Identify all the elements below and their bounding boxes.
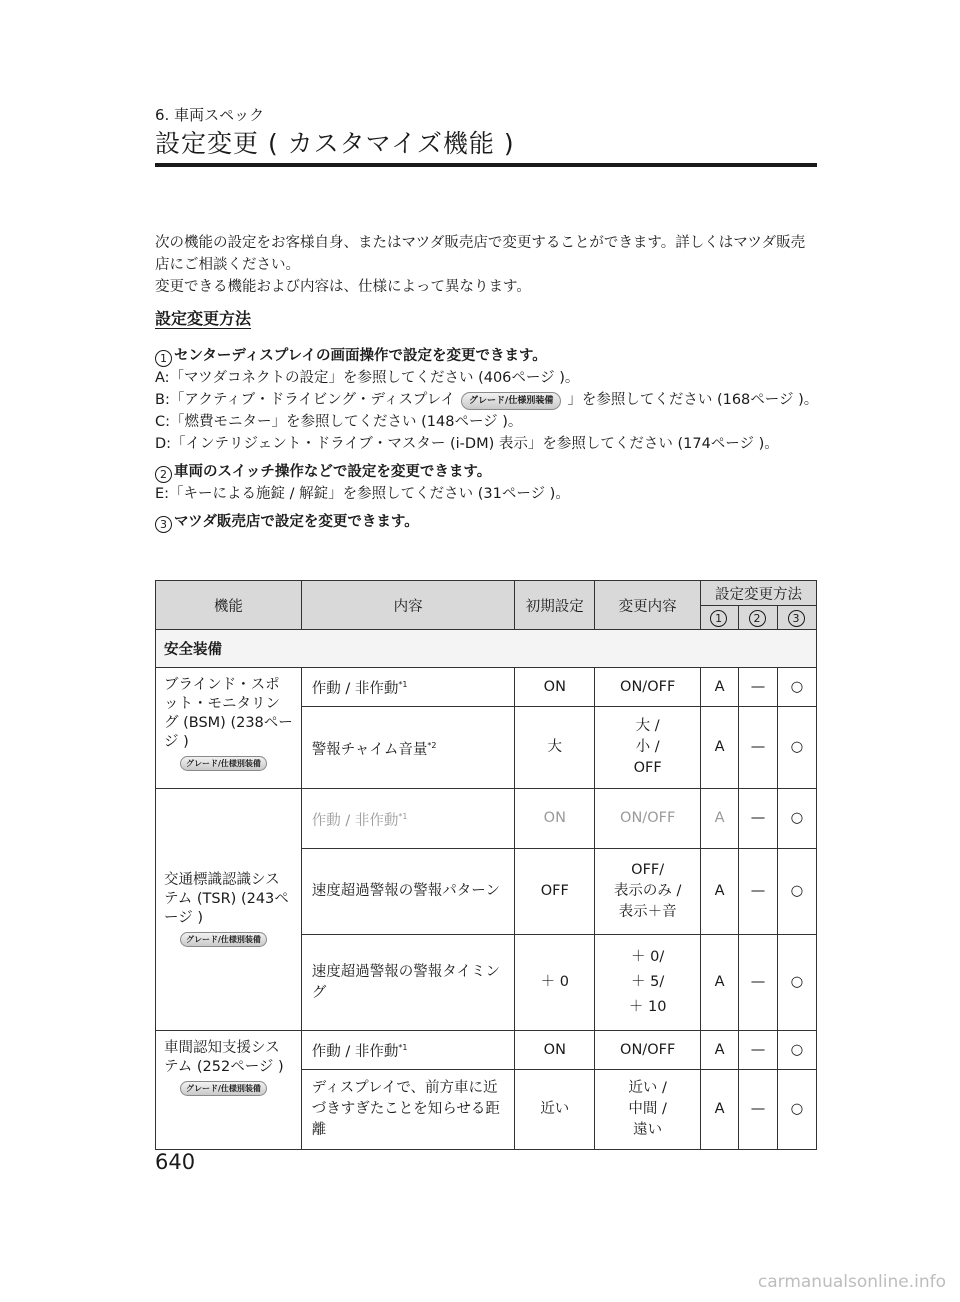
default-cell: ON — [515, 668, 595, 707]
header-function: 機能 — [156, 581, 302, 630]
footnote-mark: *1 — [398, 1043, 408, 1052]
method-ref-d: D:「インテリジェント・ドライブ・マスター (i-DM) 表示」を参照してください (174ページ )。 — [155, 436, 779, 452]
intro-text — [155, 232, 819, 298]
content-text: 作動 / 非作動 — [311, 812, 399, 829]
header-method-3 — [778, 606, 817, 630]
method-3-cell: ○ — [778, 707, 817, 789]
change-cell — [595, 707, 701, 789]
header-default: 初期設定 — [515, 581, 595, 630]
method-2-cell: — — [739, 1070, 778, 1150]
table-row — [156, 668, 817, 707]
method-3-cell: ○ — [778, 1070, 817, 1150]
content-cell: ディスプレイで、前方車に近づきすぎたことを知らせる距離 — [301, 1070, 515, 1150]
default-cell: 大 — [515, 707, 595, 789]
method-1-title: センターディスプレイの画面操作で設定を変更できます。 — [174, 348, 547, 364]
circled-number-3: 3 — [788, 610, 805, 627]
method-2-cell: — — [739, 707, 778, 789]
method-2-cell: — — [739, 1031, 778, 1070]
change-option: 表示のみ / — [613, 883, 682, 899]
content-cell — [301, 707, 515, 789]
circled-number-1: 1 — [155, 350, 172, 367]
change-cell — [595, 1070, 701, 1150]
table-row — [156, 1031, 817, 1070]
header-method-1 — [701, 606, 739, 630]
change-cell: ON/OFF — [595, 789, 701, 849]
circled-number-1: 1 — [710, 610, 727, 627]
method-3-cell: ○ — [778, 935, 817, 1031]
method-2-heading — [155, 461, 819, 483]
title-rule — [155, 163, 817, 167]
grade-badge-icon: グレード/仕様別装備 — [461, 392, 561, 410]
header-change: 変更内容 — [595, 581, 701, 630]
function-tsr — [156, 789, 302, 1031]
circled-number-2: 2 — [749, 610, 766, 627]
watermark: carmanualsonline.info — [757, 1272, 946, 1292]
footnote-mark: *2 — [427, 740, 437, 750]
function-dra-name: 車間認知支援システム (252ページ ) — [164, 1040, 284, 1075]
content-cell — [301, 668, 515, 707]
method-ref-b — [155, 389, 819, 411]
method-3-cell: ○ — [778, 1031, 817, 1070]
header-method: 設定変更方法 — [701, 581, 817, 606]
function-tsr-name: 交通標識認識システム (TSR) (243ページ ) — [164, 872, 289, 926]
change-option: ＋ 5/ — [631, 974, 665, 990]
grade-badge-icon: グレード/仕様別装備 — [180, 1081, 267, 1096]
change-option: 中間 / — [628, 1101, 667, 1117]
change-cell — [595, 935, 701, 1031]
header-content: 内容 — [301, 581, 515, 630]
method-3-cell: ○ — [778, 849, 817, 935]
change-cell — [595, 849, 701, 935]
default-cell: ON — [515, 789, 595, 849]
method-2-cell: — — [739, 935, 778, 1031]
header-method-2 — [739, 606, 778, 630]
method-3-title: マツダ販売店で設定を変更できます。 — [174, 514, 419, 530]
default-cell: ON — [515, 1031, 595, 1070]
grade-badge-icon: グレード/仕様別装備 — [180, 932, 267, 947]
method-ref-c: C:「燃費モニター」を参照してください (148ページ )。 — [155, 414, 523, 430]
page-number: 640 — [155, 1150, 196, 1174]
change-cell: ON/OFF — [595, 668, 701, 707]
content-cell: 速度超過警報の警報タイミング — [301, 935, 515, 1031]
method-1-cell: A — [701, 1070, 739, 1150]
change-option: 大 / — [635, 718, 660, 734]
content-cell: 速度超過警報の警報パターン — [301, 849, 515, 935]
method-3-cell: ○ — [778, 789, 817, 849]
method-1-cell: A — [701, 849, 739, 935]
method-ref-b-after: 」を参照してください (168ページ )。 — [567, 392, 819, 408]
method-1-cell: A — [701, 668, 739, 707]
method-1-cell: A — [701, 707, 739, 789]
method-2-cell: — — [739, 668, 778, 707]
intro-line-1: 次の機能の設定をお客様自身、またはマツダ販売店で変更することができます。詳しくはマツダ販売店にご相談ください。 — [155, 235, 806, 273]
grade-badge-icon: グレード/仕様別装備 — [180, 756, 267, 771]
content-cell — [301, 1031, 515, 1070]
default-cell: ＋ 0 — [515, 935, 595, 1031]
footnote-mark: *1 — [398, 680, 408, 689]
chapter-label: 6. 車両スペック — [155, 106, 265, 124]
method-2-cell: — — [739, 849, 778, 935]
methods-list — [155, 342, 819, 533]
change-option: 表示＋音 — [618, 904, 677, 920]
default-cell: OFF — [515, 849, 595, 935]
intro-line-2: 変更できる機能および内容は、仕様によって異なります。 — [155, 279, 531, 295]
method-ref-a: A:「マツダコネクトの設定」を参照してください (406ページ )。 — [155, 370, 580, 386]
method-3-heading — [155, 511, 819, 533]
section-row: 安全装備 — [156, 630, 817, 668]
content-text: 作動 / 非作動 — [311, 681, 399, 697]
change-option: 近い / — [628, 1080, 667, 1096]
function-bsm — [156, 668, 302, 789]
circled-number-2: 2 — [155, 466, 172, 483]
method-1-heading — [155, 345, 819, 367]
function-bsm-name: ブラインド・スポット・モニタリング (BSM) (238ページ ) — [164, 677, 293, 750]
change-cell: ON/OFF — [595, 1031, 701, 1070]
table-row — [156, 789, 817, 849]
content-text: 警報チャイム音量 — [311, 741, 428, 758]
circled-number-3: 3 — [155, 516, 172, 533]
method-ref-b-text: B:「アクティブ・ドライビング・ディスプレイ — [155, 392, 456, 408]
section-heading: 設定変更方法 — [155, 309, 252, 328]
change-option: 遠い — [633, 1122, 663, 1138]
change-option: ＋ 0/ — [631, 949, 665, 965]
method-1-cell: A — [701, 789, 739, 849]
method-ref-e: E:「キーによる施錠 / 解錠」を参照してください (31ページ )。 — [155, 486, 570, 502]
default-cell: 近い — [515, 1070, 595, 1150]
function-dra — [156, 1031, 302, 1150]
settings-table — [155, 580, 817, 1150]
method-3-cell: ○ — [778, 668, 817, 707]
content-text: 作動 / 非作動 — [311, 1044, 399, 1060]
change-option: OFF/ — [631, 862, 665, 878]
change-option: ＋ 10 — [628, 999, 667, 1015]
method-1-cell: A — [701, 935, 739, 1031]
change-option: 小 / — [635, 739, 660, 755]
method-2-cell: — — [739, 789, 778, 849]
change-option: OFF — [633, 760, 662, 776]
footnote-mark: *1 — [398, 811, 408, 821]
method-2-title: 車両のスイッチ操作などで設定を変更できます。 — [174, 464, 492, 480]
page-title: 設定変更 ( カスタマイズ機能 ) — [155, 129, 515, 158]
method-1-cell: A — [701, 1031, 739, 1070]
content-cell — [301, 789, 515, 849]
